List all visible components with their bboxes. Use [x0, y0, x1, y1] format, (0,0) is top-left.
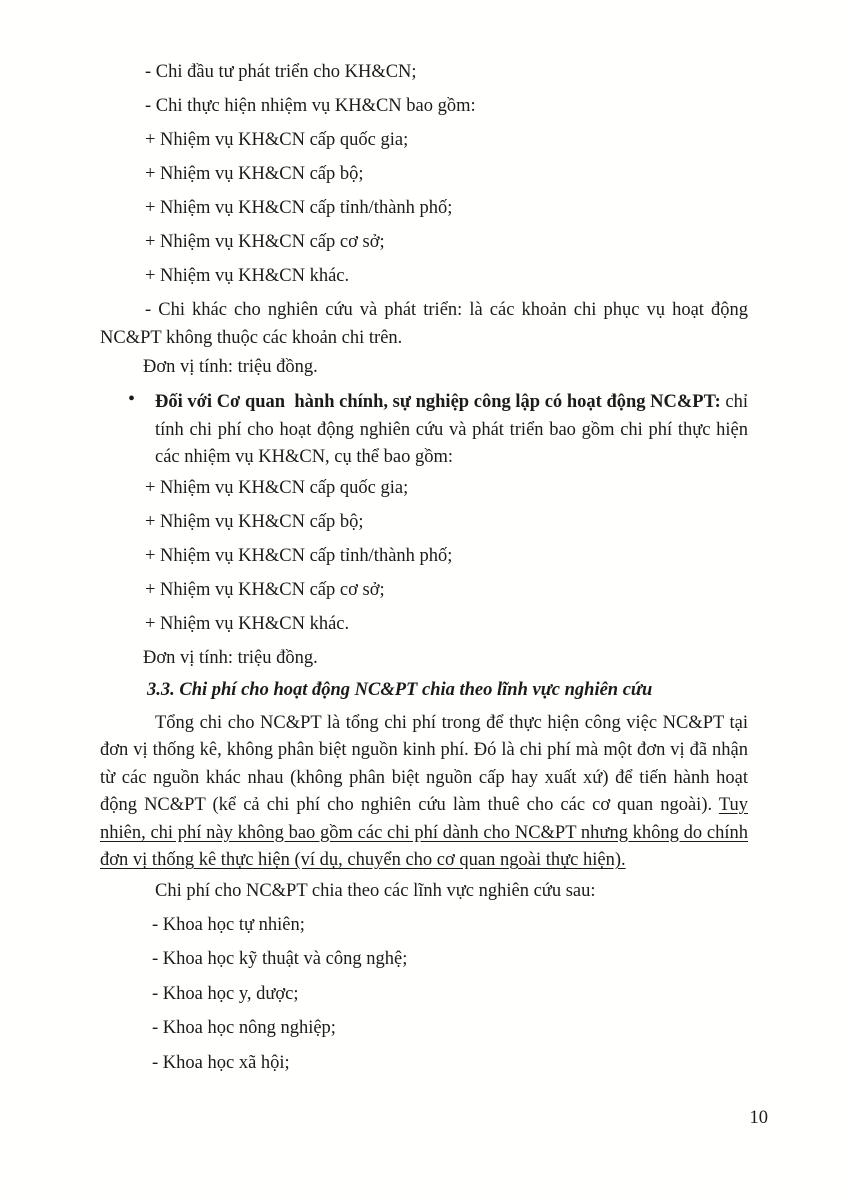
list-item-nhiem-vu-1-tinh: + Nhiệm vụ KH&CN cấp tỉnh/thành phố;: [145, 198, 453, 218]
list-item-chi-dau-tu: - Chi đầu tư phát triển cho KH&CN;: [145, 62, 417, 82]
bullet-bold-lead: Đối với Cơ quan hành chính, sự nghiệp công lập có hoạt động NC&PT:: [155, 392, 721, 412]
paragraph-chi-khac: - Chi khác cho nghiên cứu và phát triển: là các khoản chi phục vụ hoạt động NC&PT không thuộc các khoản chi trên.: [100, 300, 748, 348]
page-number: 10: [749, 1108, 768, 1128]
bullet-marker-icon: •: [128, 388, 136, 410]
list-item-nhiem-vu-2-quoc-gia: + Nhiệm vụ KH&CN cấp quốc gia;: [145, 477, 409, 498]
tong-chi-normal-text: Tổng chi cho NC&PT là tổng chi phí trong để thực hiện công việc NC&PT tại đơn vị thống kê, không phân biệt nguồn kinh phí. Đó là chi phí mà một đơn vị đã nhận từ các nguồn khác nhau (không phân biệt nguồn cấp hay xuất xứ) để tiến hành hoạt động NC&PT (kể cả chi phí cho nghiên cứu làm thuê cho các cơ quan ngoài).: [100, 712, 748, 815]
list-item-khoa-hoc-tu-nhien: - Khoa học tự nhiên;: [152, 914, 305, 935]
section-heading-3-3: 3.3. Chi phí cho hoạt động NC&PT chia theo lĩnh vực nghiên cứu: [147, 679, 653, 700]
list-item-nhiem-vu-1-khac: + Nhiệm vụ KH&CN khác.: [145, 266, 350, 286]
bullet-item-co-quan-hanh-chinh: [100, 389, 748, 472]
list-item-nhiem-vu-2-khac: + Nhiệm vụ KH&CN khác.: [145, 613, 350, 634]
bullet-paragraph: [155, 389, 748, 472]
list-item-nhiem-vu-1-co-so: + Nhiệm vụ KH&CN cấp cơ sở;: [145, 232, 385, 252]
list-item-nhiem-vu-2-co-so: + Nhiệm vụ KH&CN cấp cơ sở;: [145, 579, 385, 600]
paragraph-tong-chi: [100, 710, 748, 875]
list-item-nhiem-vu-2-tinh: + Nhiệm vụ KH&CN cấp tỉnh/thành phố;: [145, 545, 453, 566]
tong-chi-underlined-text: Tuy nhiên, chi phí này không bao gồm các chi phí dành cho NC&PT nhưng không do chính đơn vị thống kê thực hiện (ví dụ, chuyển cho cơ quan ngoài thực hiện).: [100, 795, 748, 870]
list-item-chi-thuc-hien: - Chi thực hiện nhiệm vụ KH&CN bao gồm:: [145, 96, 476, 116]
paragraph-linh-vuc-intro: Chi phí cho NC&PT chia theo các lĩnh vực nghiên cứu sau:: [155, 880, 596, 901]
list-item-khoa-hoc-y-duoc: - Khoa học y, dược;: [152, 983, 299, 1004]
list-item-nhiem-vu-1-quoc-gia: + Nhiệm vụ KH&CN cấp quốc gia;: [145, 130, 409, 150]
list-item-khoa-hoc-nong-nghiep: - Khoa học nông nghiệp;: [152, 1018, 336, 1038]
list-item-nhiem-vu-2-bo: + Nhiệm vụ KH&CN cấp bộ;: [145, 511, 364, 532]
bullet-rest-text: chỉ tính chi phí cho hoạt động nghiên cứu và phát triển bao gồm chi phí thực hiện các nhiệm vụ KH&CN, cụ thể bao gồm:: [155, 392, 748, 467]
list-item-nhiem-vu-1-bo: + Nhiệm vụ KH&CN cấp bộ;: [145, 164, 364, 184]
list-item-khoa-hoc-ky-thuat: - Khoa học kỹ thuật và công nghệ;: [152, 949, 408, 969]
list-item-khoa-hoc-xa-hoi: - Khoa học xã hội;: [152, 1052, 290, 1073]
unit-note-1: Đơn vị tính: triệu đồng.: [143, 357, 318, 377]
unit-note-2: Đơn vị tính: triệu đồng.: [143, 647, 318, 668]
